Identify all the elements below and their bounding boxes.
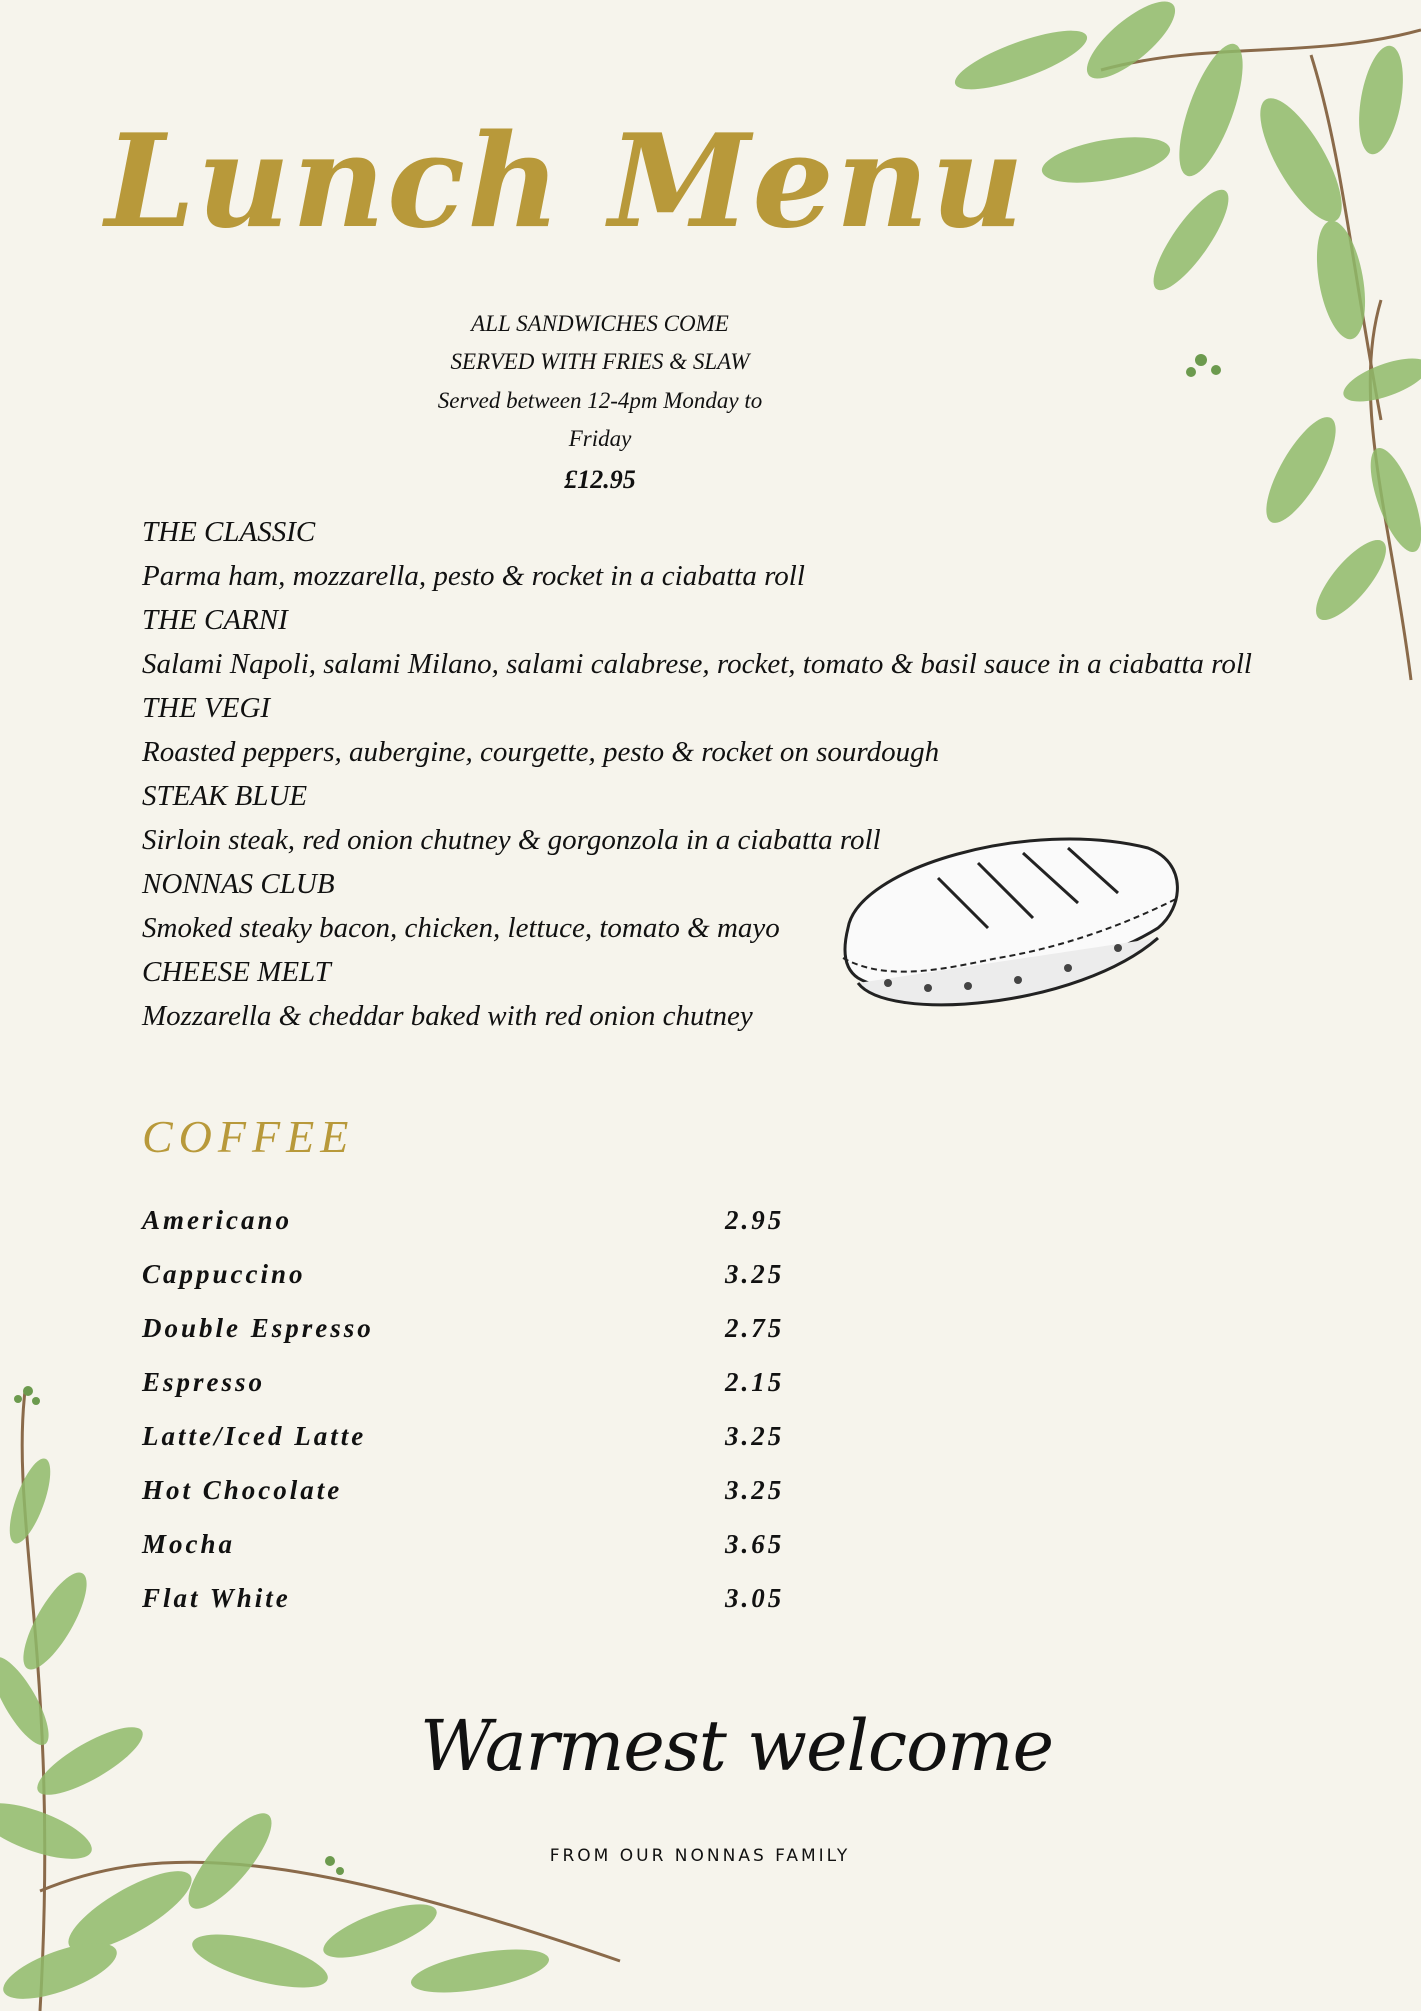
sandwich-note	[390, 305, 810, 381]
sandwich-name: THE VEGI	[142, 692, 271, 724]
coffee-name: Double Espresso	[142, 1313, 374, 1343]
coffee-section-title: COFFEE	[142, 1111, 355, 1162]
menu-title: Lunch Menu	[105, 107, 1026, 257]
sandwich-item	[142, 510, 1282, 598]
coffee-price: 2.75	[725, 1313, 785, 1343]
coffee-name: Latte/Iced Latte	[142, 1421, 367, 1451]
sandwich-description: Salami Napoli, salami Milano, salami calabrese, rocket, tomato & basil sauce in a ciabatta roll	[142, 648, 1252, 680]
sandwich-description: Roasted peppers, aubergine, courgette, pesto & rocket on sourdough	[142, 736, 940, 768]
coffee-price: 3.05	[725, 1583, 785, 1613]
coffee-name: Mocha	[142, 1529, 236, 1559]
coffee-name: Espresso	[142, 1367, 266, 1397]
sandwich-note-line: SERVED WITH FRIES & SLAW	[450, 349, 750, 374]
serving-hours-line: Friday	[568, 426, 632, 451]
coffee-price: 2.15	[725, 1367, 785, 1397]
sandwich-description: Sirloin steak, red onion chutney & gorgonzola in a ciabatta roll	[142, 824, 881, 856]
sandwich-name: THE CARNI	[142, 604, 288, 636]
sandwich-name: NONNAS CLUB	[142, 868, 335, 900]
coffee-name: Flat White	[142, 1583, 291, 1613]
sandwich-note-line: ALL SANDWICHES COME	[471, 311, 729, 336]
coffee-price: 3.25	[725, 1259, 785, 1289]
coffee-item	[142, 1259, 802, 1313]
coffee-price: 3.25	[725, 1421, 785, 1451]
sandwich-description: Parma ham, mozzarella, pesto & rocket in a ciabatta roll	[142, 560, 805, 592]
coffee-name: Cappuccino	[142, 1259, 306, 1289]
sandwich-description: Smoked steaky bacon, chicken, lettuce, tomato & mayo	[142, 912, 780, 944]
coffee-price: 3.65	[725, 1529, 785, 1559]
family-signature: FROM OUR NONNAS FAMILY	[549, 1846, 851, 1866]
coffee-price: 2.95	[725, 1205, 785, 1235]
sandwich-description: Mozzarella & cheddar baked with red onion chutney	[142, 1000, 753, 1032]
serving-hours-line: Served between 12-4pm Monday to	[437, 388, 763, 413]
coffee-item	[142, 1583, 802, 1637]
welcome-message: Warmest welcome	[420, 1705, 1054, 1787]
coffee-item	[142, 1529, 802, 1583]
coffee-price: 3.25	[725, 1475, 785, 1505]
coffee-item	[142, 1475, 802, 1529]
sandwich-name: THE CLASSIC	[142, 516, 316, 548]
coffee-item	[142, 1205, 802, 1259]
sandwich-name: STEAK BLUE	[142, 780, 308, 812]
sandwich-price: £12.95	[564, 465, 636, 494]
serving-hours-note	[390, 382, 810, 458]
sandwich-name: CHEESE MELT	[142, 956, 331, 988]
coffee-name: Americano	[142, 1205, 293, 1235]
coffee-item	[142, 1313, 802, 1367]
coffee-item	[142, 1367, 802, 1421]
sandwich-item	[142, 686, 1282, 774]
coffee-name: Hot Chocolate	[142, 1475, 343, 1505]
sandwich-illustration-icon	[828, 808, 1193, 1038]
sandwich-item	[142, 598, 1282, 686]
coffee-item	[142, 1421, 802, 1475]
coffee-list	[142, 1205, 802, 1637]
